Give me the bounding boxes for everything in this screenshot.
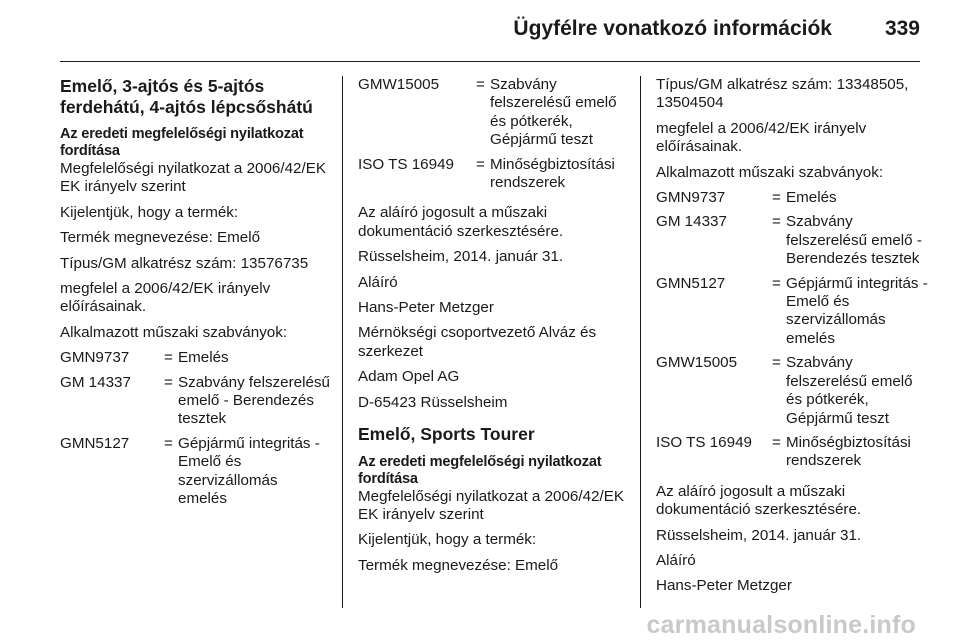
standard-equals: = bbox=[772, 354, 781, 372]
standard-code: GMN9737 bbox=[656, 189, 726, 207]
standard-description: Szabvány felszerelésű emelő és pótkerék, Gépjármű teszt bbox=[490, 76, 617, 149]
paragraph: Hans-Peter Metzger bbox=[656, 577, 792, 595]
paragraph: megfelel a 2006/42/EK irányelv előírásainak. bbox=[60, 280, 271, 316]
paragraph: Rüsselsheim, 2014. január 31. bbox=[656, 526, 862, 544]
standard-code: ISO TS 16949 bbox=[358, 155, 454, 173]
standard-description: Szabvány felszerelésű emelő - Berendezés tesztek bbox=[178, 373, 330, 428]
standard-equals: = bbox=[164, 349, 173, 367]
standards-table bbox=[358, 76, 630, 192]
paragraph: Alkalmazott műszaki szabványok: bbox=[60, 323, 288, 341]
standard-description: Emelés bbox=[178, 349, 229, 367]
page-title: Ügyfélre vonatkozó információk bbox=[513, 17, 832, 40]
paragraph: Adam Opel AG bbox=[358, 368, 460, 386]
paragraph: Hans-Peter Metzger bbox=[358, 299, 494, 317]
standard-code: ISO TS 16949 bbox=[656, 433, 752, 451]
standard-equals: = bbox=[772, 274, 781, 292]
standard-description: Gépjármű integritás - Emelő és szervizállomás emelés bbox=[178, 434, 320, 508]
standard-row bbox=[60, 374, 330, 429]
standard-row bbox=[358, 156, 630, 193]
standard-description: Gépjármű integritás - Emelő és szervizállomás emelés bbox=[786, 274, 928, 347]
section-heading-hatchback: Emelő, 3-ajtós és 5-ajtós ferdehátú, 4-ajtós lépcsőshátú bbox=[60, 76, 313, 117]
paragraph: Rüsselsheim, 2014. január 31. bbox=[358, 248, 564, 266]
paragraph: Megfelelőségi nyilatkozat a 2006/42/EK EK irányelv szerint bbox=[60, 160, 326, 196]
standard-equals: = bbox=[476, 155, 485, 173]
column-1 bbox=[60, 76, 330, 521]
column-2 bbox=[358, 76, 630, 582]
standard-description: Emelés bbox=[786, 189, 837, 207]
standard-equals: = bbox=[772, 189, 781, 207]
standard-code: GM 14337 bbox=[60, 373, 131, 391]
section-heading-sports-tourer: Emelő, Sports Tourer bbox=[358, 424, 535, 445]
standard-description: Minőségbiztosítási rendszerek bbox=[786, 433, 911, 470]
standard-row bbox=[656, 213, 928, 268]
paragraph: Kijelentjük, hogy a termék: bbox=[60, 203, 239, 221]
paragraph: Az aláíró jogosult a műszaki dokumentáció szerkesztésére. bbox=[358, 204, 564, 240]
column-3 bbox=[656, 76, 928, 603]
paragraph: megfelel a 2006/42/EK irányelv előírásainak. bbox=[656, 119, 867, 156]
page-number: 339 bbox=[884, 17, 920, 40]
standard-code: GMN5127 bbox=[60, 434, 130, 452]
header-rule bbox=[60, 61, 920, 62]
paragraph: Típus/GM alkatrész szám: 13348505, 13504504 bbox=[656, 76, 909, 112]
standard-row bbox=[656, 275, 928, 349]
page-header bbox=[0, 0, 960, 62]
standard-equals: = bbox=[772, 433, 781, 451]
standard-description: Minőségbiztosítási rendszerek bbox=[490, 155, 615, 192]
column-divider-1 bbox=[342, 76, 343, 608]
standard-code: GMW15005 bbox=[358, 76, 440, 93]
standard-row bbox=[656, 434, 928, 471]
standard-row bbox=[60, 349, 330, 367]
standards-table bbox=[60, 349, 330, 508]
watermark: carmanualsonline.info bbox=[646, 611, 916, 639]
paragraph: Kijelentjük, hogy a termék: bbox=[358, 531, 537, 549]
paragraph: Típus/GM alkatrész szám: 13576735 bbox=[60, 254, 309, 272]
standards-table bbox=[656, 189, 928, 471]
standard-code: GM 14337 bbox=[656, 213, 727, 231]
standard-equals: = bbox=[476, 76, 485, 93]
standard-description: Szabvány felszerelésű emelő és pótkerék, Gépjármű teszt bbox=[786, 354, 913, 427]
standard-equals: = bbox=[164, 373, 173, 391]
paragraph: Az aláíró jogosult a műszaki dokumentáció szerkesztésére. bbox=[656, 482, 862, 519]
paragraph: Alkalmazott műszaki szabványok: bbox=[656, 163, 884, 181]
standard-equals: = bbox=[164, 434, 173, 452]
section-subheading: Az eredeti megfelelőségi nyilatkozat fordítása bbox=[60, 126, 304, 159]
standard-row bbox=[656, 354, 928, 428]
standard-description: Szabvány felszerelésű emelő - Berendezés tesztek bbox=[786, 213, 922, 268]
standard-code: GMN9737 bbox=[60, 349, 130, 367]
standard-row bbox=[60, 435, 330, 509]
column-divider-2 bbox=[640, 76, 641, 608]
standard-row bbox=[656, 189, 928, 207]
paragraph: Termék megnevezése: Emelő bbox=[60, 229, 261, 247]
paragraph: Mérnökségi csoportvezető Alváz és szerkezet bbox=[358, 324, 597, 360]
paragraph: Aláíró bbox=[656, 551, 696, 569]
paragraph: Aláíró bbox=[358, 273, 398, 291]
paragraph: D-65423 Rüsselsheim bbox=[358, 393, 508, 411]
paragraph: Termék megnevezése: Emelő bbox=[358, 556, 559, 574]
standard-code: GMN5127 bbox=[656, 274, 726, 292]
section-subheading: Az eredeti megfelelőségi nyilatkozat fordítása bbox=[358, 453, 602, 487]
paragraph: Megfelelőségi nyilatkozat a 2006/42/EK EK irányelv szerint bbox=[358, 487, 624, 523]
standard-equals: = bbox=[772, 213, 781, 231]
standard-row bbox=[358, 76, 630, 150]
standard-code: GMW15005 bbox=[656, 354, 738, 372]
